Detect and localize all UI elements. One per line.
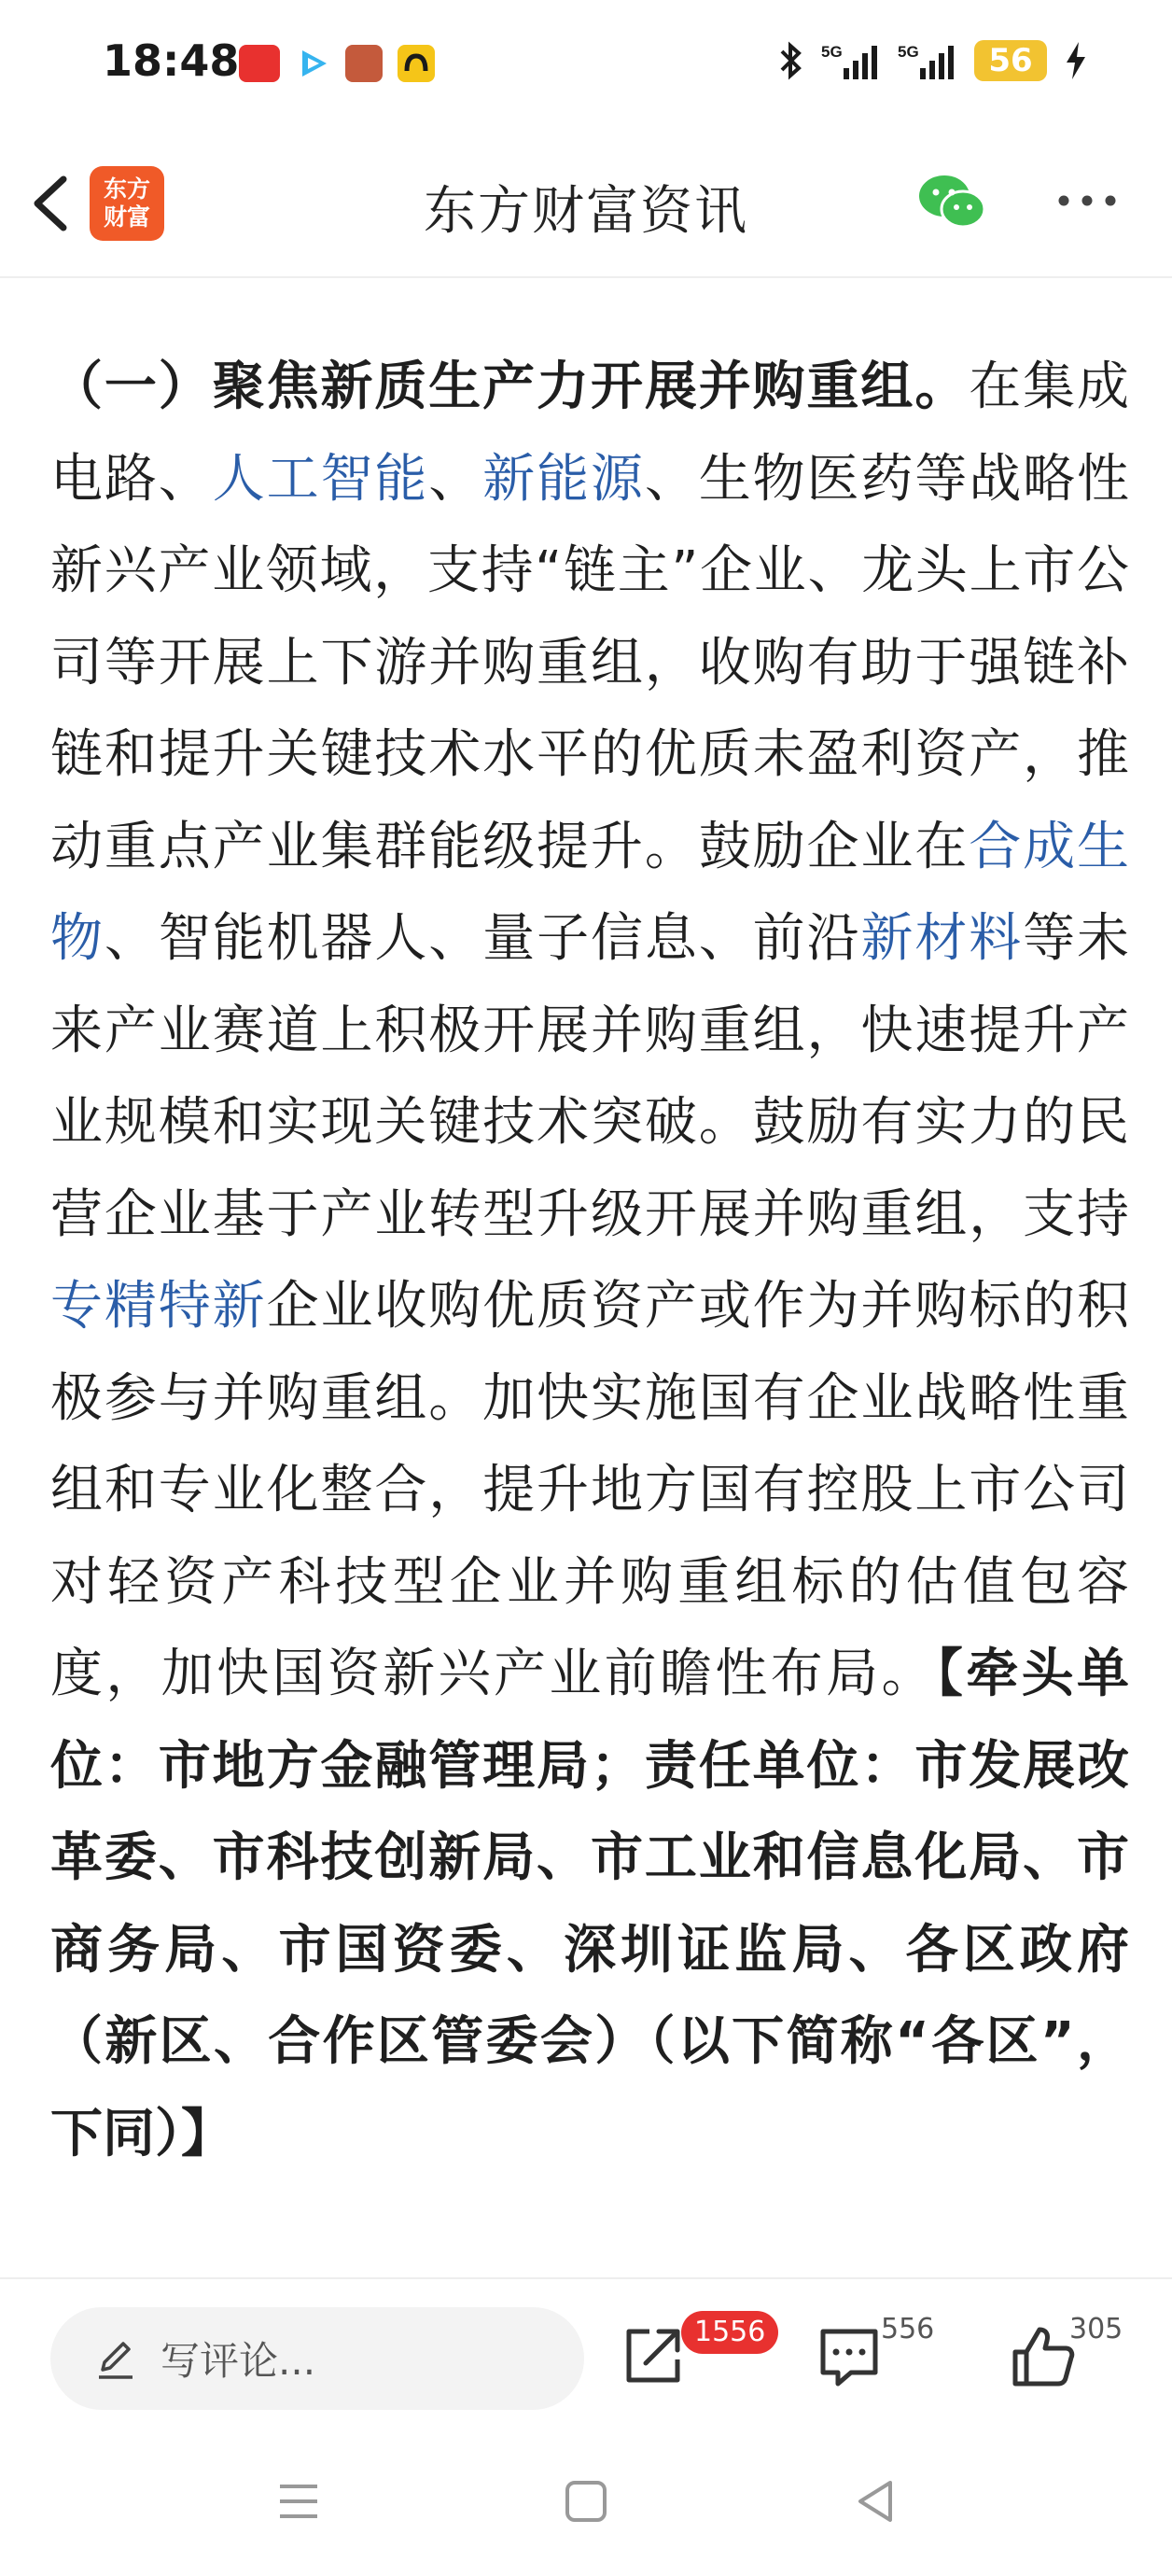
more-options-icon[interactable] [1054, 187, 1120, 215]
comment-count: 556 [881, 2313, 935, 2345]
app-header [0, 131, 1172, 278]
like-count: 305 [1069, 2313, 1123, 2345]
game-app-icon [345, 45, 383, 82]
logo-line2: 财富 [103, 203, 150, 231]
comment-input[interactable] [50, 2307, 584, 2410]
charging-icon [1064, 40, 1088, 81]
section-heading: （一）聚焦新质生产力开展并购重组。 [50, 357, 970, 417]
article-paragraph [50, 342, 1129, 2180]
comment-placeholder: 写评论... [160, 2338, 316, 2384]
pencil-icon [93, 2336, 138, 2381]
page-title: 东方财富资讯 [424, 181, 748, 242]
share-count-badge: 1556 [681, 2311, 778, 2354]
logo-line1: 东方 [103, 175, 150, 203]
tencent-video-icon [295, 45, 332, 82]
wechat-share-icon[interactable] [916, 172, 987, 233]
like-thumb-icon[interactable] [1008, 2320, 1079, 2391]
comment-icon[interactable] [814, 2320, 885, 2391]
stock-topic-link[interactable]: 新材料 [860, 908, 1024, 969]
article-body [50, 342, 1129, 2180]
status-time: 18:48 [103, 35, 240, 86]
home-square-icon[interactable] [558, 2473, 614, 2529]
system-nav-bar [0, 2427, 1172, 2576]
article-text: 企业收购优质资产或作为并购标的积极参与并购重组。加快实施国有企业战略性重组和专业化整合，提升地方国有控股上市公司对轻资产科技型企业并购重组标的估值包容度，加快国资新兴产业前瞻性布局。 [50, 1276, 1130, 1704]
stock-topic-link[interactable]: 合成生物 [50, 816, 1130, 969]
status-bar [0, 0, 1172, 131]
article-text: 、 [428, 448, 483, 510]
svg-text:5G: 5G [898, 43, 919, 61]
stock-topic-link[interactable]: 人工智能 [212, 448, 429, 510]
article-text: 等未来产业赛道上积极开展并购重组，快速提升产业规模和实现关键技术突破。鼓励有实力的民营企业基于产业转型升级开展并购重组，支持 [50, 908, 1130, 1245]
stock-topic-link[interactable]: 专精特新 [50, 1276, 267, 1337]
battery-indicator: 56 [974, 40, 1047, 81]
stock-topic-link[interactable]: 新能源 [482, 448, 645, 510]
signal-5g-icon-2 [898, 40, 957, 81]
toutiao-app-icon [239, 45, 280, 82]
yellow-app-icon [398, 45, 435, 82]
responsible-units: 【牵头单位：市地方金融管理局；责任单位：市发展改革委、市科技创新局、市工业和信息化局、市商务局、市国资委、深圳证监局、各区政府（新区、合作区管委会）（以下简称“各区”，下同）】 [50, 1644, 1130, 2164]
article-text: 、智能机器人、量子信息、前沿 [104, 908, 861, 969]
signal-5g-icon [821, 40, 881, 81]
share-icon[interactable] [618, 2320, 689, 2391]
status-right [778, 37, 1088, 84]
bluetooth-icon [778, 40, 804, 81]
back-triangle-icon[interactable] [849, 2473, 905, 2529]
menu-icon[interactable] [271, 2473, 327, 2529]
bottom-action-bar [0, 2277, 1172, 2429]
article-text: 、生物医药等战略性新兴产业领域，支持“链主”企业、龙头上市公司等开展上下游并购重组，收购有助于强链补链和提升关键技术水平的优质未盈利资产，推动重点产业集群能级提升。鼓励企业在 [50, 448, 1130, 877]
article-text: 在集成电路、 [50, 357, 1130, 510]
svg-text:5G: 5G [821, 43, 843, 61]
